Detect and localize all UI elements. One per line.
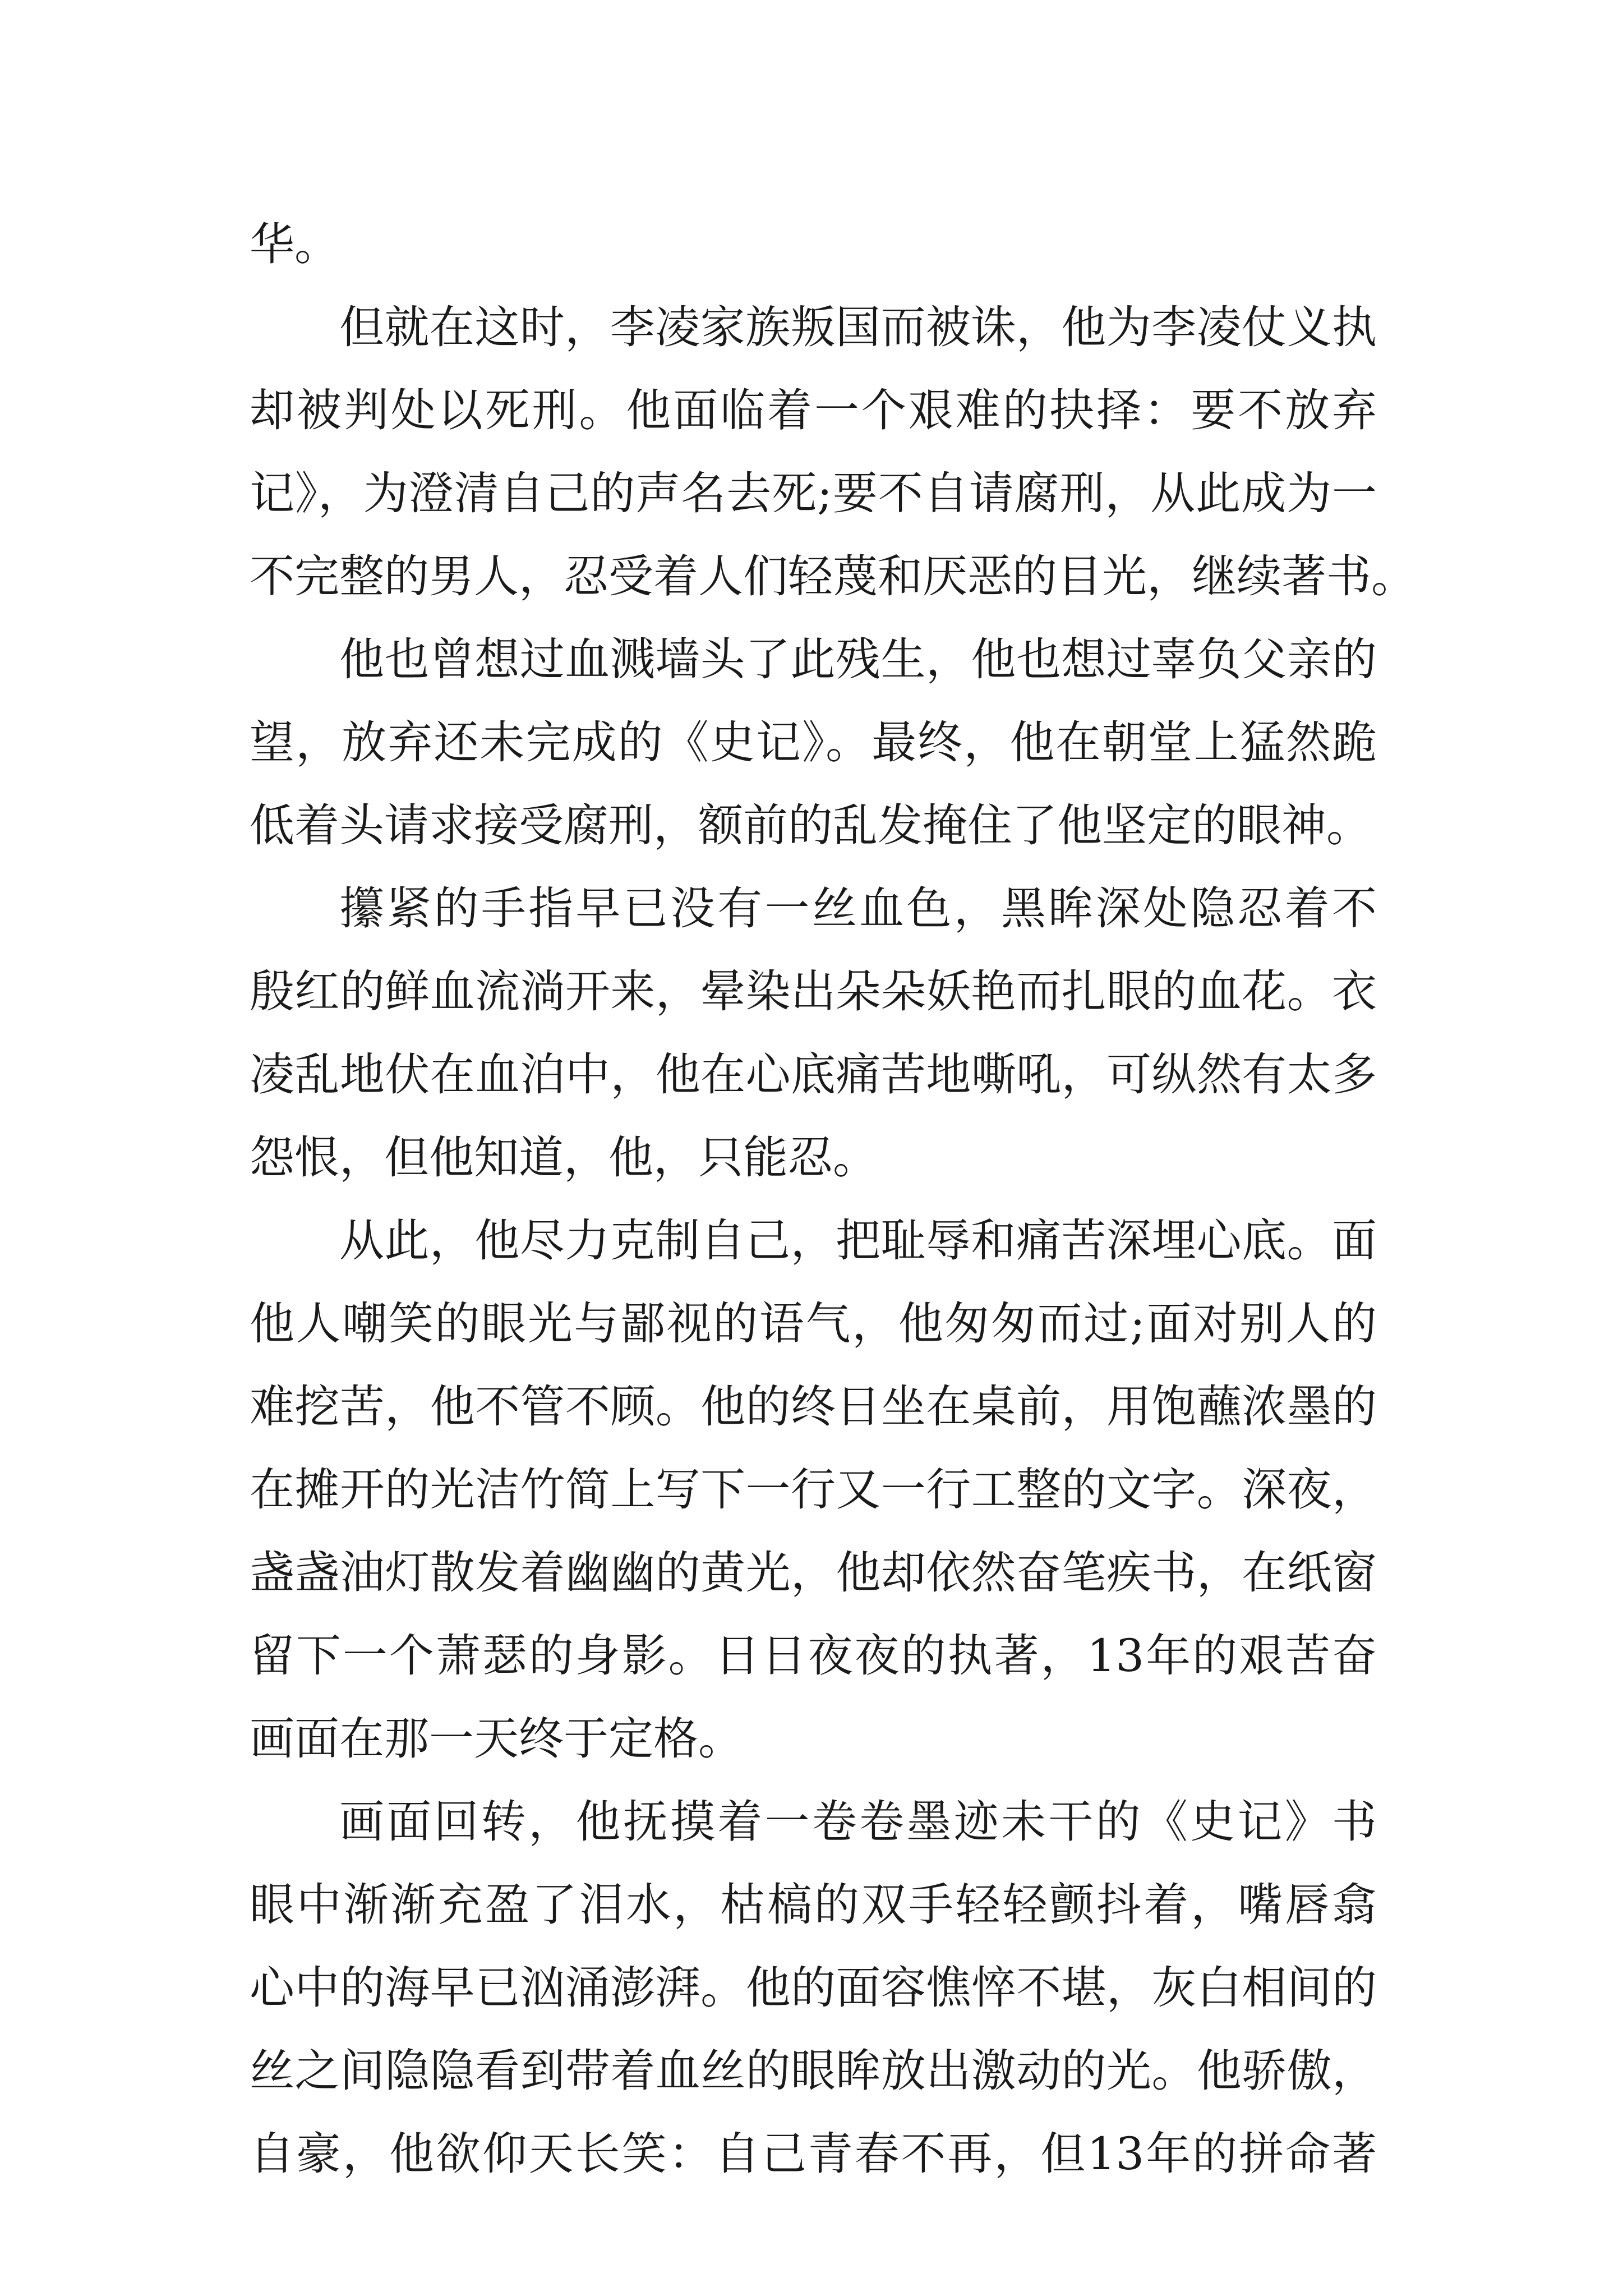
text-line: 不完整的男人，忍受着人们轻蔑和厌恶的目光，继续著书。 xyxy=(250,550,1416,602)
text-line: 难挖苦，他不管不顾。他的终日坐在桌前，用饱蘸浓墨的 xyxy=(250,1381,1377,1433)
text-line: 他人嘲笑的眼光与鄙视的语气，他匆匆而过;面对别人的 xyxy=(250,1297,1377,1350)
text-line: 望，放弃还未完成的《史记》。最终，他在朝堂上猛然跪 xyxy=(250,716,1377,769)
text-line: 画面在那一天终于定格。 xyxy=(250,1713,743,1765)
body-text xyxy=(250,203,1416,2196)
paragraph-start-line: 画面回转，他抚摸着一卷卷墨迹未干的《史记》书 xyxy=(339,1796,1377,1848)
paragraph-start-line: 但就在这时，李凌家族叛国而被诛，他为李凌仗义执 xyxy=(339,301,1377,353)
text-line: 留下一个萧瑟的身影。日日夜夜的执著，13年的艰苦奋 xyxy=(250,1630,1377,1682)
text-line: 怨恨，但他知道，他，只能忍。 xyxy=(250,1131,878,1184)
text-line: 低着头请求接受腐刑，额前的乱发掩住了他坚定的眼神。 xyxy=(250,799,1371,852)
text-line: 殷红的鲜血流淌开来，晕染出朵朵妖艳而扎眼的血花。衣 xyxy=(250,965,1377,1018)
text-line: 盏盏油灯散发着幽幽的黄光，他却依然奋笔疾书，在纸窗 xyxy=(250,1547,1377,1599)
text-line: 却被判处以死刑。他面临着一个艰难的抉择：要不放弃 xyxy=(250,384,1377,436)
text-line: 记》，为澄清自己的声名去死;要不自请腐刑，从此成为一 xyxy=(250,467,1377,519)
text-line: 自豪，他欲仰天长笑：自己青春不再，但13年的拼命著 xyxy=(250,2128,1377,2180)
text-line: 华。 xyxy=(250,218,339,270)
text-line: 凌乱地伏在血泊中，他在心底痛苦地嘶吼，可纵然有太多 xyxy=(250,1048,1377,1101)
text-line: 在摊开的光洁竹简上写下一行又一行工整的文字。深夜， xyxy=(250,1464,1377,1516)
text-line: 心中的海早已汹涌澎湃。他的面容憔悴不堪，灰白相间的 xyxy=(250,1962,1377,2014)
paragraph-start-line: 他也曾想过血溅墙头了此残生，他也想过辜负父亲的 xyxy=(339,633,1377,685)
paragraph-start-line: 从此，他尽力克制自己，把耻辱和痛苦深埋心底。面 xyxy=(339,1214,1377,1267)
text-line: 眼中渐渐充盈了泪水，枯槁的双手轻轻颤抖着，嘴唇翕 xyxy=(250,1879,1377,1931)
text-line: 丝之间隐隐看到带着血丝的眼眸放出激动的光。他骄傲， xyxy=(250,2045,1377,2097)
paragraph-start-line: 攥紧的手指早已没有一丝血色，黑眸深处隐忍着不 xyxy=(339,882,1377,935)
